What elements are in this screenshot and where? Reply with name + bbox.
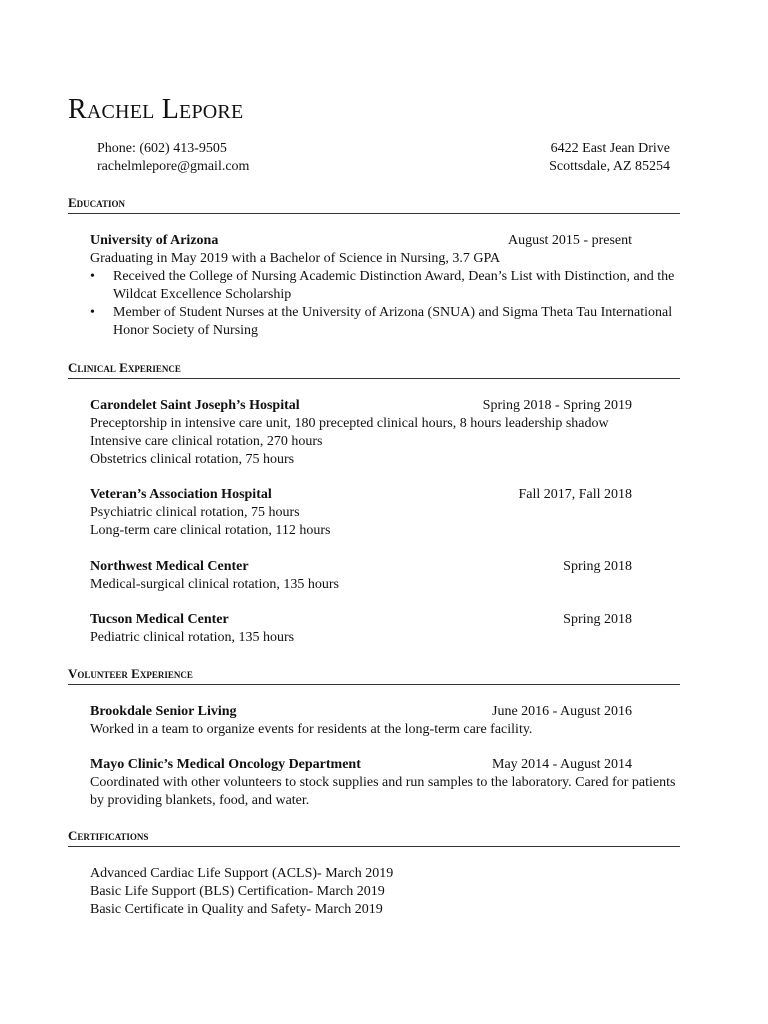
address-line-1: 6422 East Jean Drive	[550, 141, 670, 156]
entry-date: June 2016 - August 2016	[492, 704, 632, 719]
entry-header	[90, 756, 680, 774]
entry-line: Obstetrics clinical rotation, 75 hours	[90, 452, 295, 467]
entry-line: Coordinated with other volunteers to stock supplies and run samples to the laboratory. Cared for patients by providing blankets, food, and water.	[90, 775, 676, 808]
entry-org: Northwest Medical Center	[90, 559, 249, 574]
entry-line: Preceptorship in intensive care unit, 180 precepted clinical hours, 8 hours leadership shadow	[90, 416, 609, 431]
clinical-entry	[90, 397, 680, 469]
entry-org: Tucson Medical Center	[90, 612, 229, 627]
certification-item: Basic Certificate in Quality and Safety- March 2019	[90, 902, 383, 917]
entry-header	[90, 611, 680, 629]
entry-header	[90, 703, 680, 721]
resume-name: Rachel Lepore	[68, 94, 244, 125]
entry-header	[90, 558, 680, 576]
section-title-volunteer: Volunteer Experience	[68, 666, 680, 685]
bullet-item: • Received the College of Nursing Academic Distinction Award, Dean’s List with Distinction, and the Wildcat Excellence Scholarship	[90, 268, 680, 304]
volunteer-entry	[90, 756, 680, 810]
education-bullets	[90, 268, 680, 340]
address-line-2: Scottsdale, AZ 85254	[549, 159, 670, 174]
entry-date: Spring 2018	[563, 612, 632, 627]
section-title-certifications: Certifications	[68, 828, 680, 847]
entry-org: Veteran’s Association Hospital	[90, 487, 272, 502]
entry-org: University of Arizona	[90, 233, 219, 248]
entry-header	[90, 397, 680, 415]
entry-line: Psychiatric clinical rotation, 75 hours	[90, 505, 300, 520]
entry-date: Spring 2018	[563, 559, 632, 574]
section-title-clinical: Clinical Experience	[68, 360, 680, 379]
entry-line: Intensive care clinical rotation, 270 hours	[90, 434, 323, 449]
clinical-entry	[90, 558, 680, 594]
entry-detail: Graduating in May 2019 with a Bachelor of Science in Nursing, 3.7 GPA	[90, 251, 501, 266]
clinical-entry	[90, 611, 680, 647]
entry-org: Carondelet Saint Joseph’s Hospital	[90, 398, 300, 413]
clinical-entry	[90, 486, 680, 540]
contact-left	[97, 140, 397, 176]
entry-line: Medical-surgical clinical rotation, 135 hours	[90, 577, 339, 592]
certifications-list	[90, 865, 680, 919]
entry-date: Spring 2018 - Spring 2019	[482, 398, 632, 413]
entry-org: Mayo Clinic’s Medical Oncology Department	[90, 757, 361, 772]
phone-text: Phone: (602) 413-9505	[97, 141, 227, 156]
entry-line: Pediatric clinical rotation, 135 hours	[90, 630, 295, 645]
entry-org: Brookdale Senior Living	[90, 704, 237, 719]
contact-right	[370, 140, 670, 176]
entry-header	[90, 232, 680, 250]
certification-item: Advanced Cardiac Life Support (ACLS)- March 2019	[90, 866, 394, 881]
bullet-item: • Member of Student Nurses at the University of Arizona (SNUA) and Sigma Theta Tau International Honor Society of Nursing	[90, 304, 680, 340]
entry-date: August 2015 - present	[507, 233, 632, 248]
entry-line: Long-term care clinical rotation, 112 hours	[90, 523, 331, 538]
email-text: rachelmlepore@gmail.com	[97, 159, 250, 174]
entry-date: May 2014 - August 2014	[492, 757, 632, 772]
entry-date: Fall 2017, Fall 2018	[518, 487, 632, 502]
entry-header	[90, 486, 680, 504]
section-title-education: Education	[68, 195, 680, 214]
certification-item: Basic Life Support (BLS) Certification- March 2019	[90, 884, 385, 899]
volunteer-entry	[90, 703, 680, 739]
entry-line: Worked in a team to organize events for residents at the long-term care facility.	[90, 722, 533, 737]
education-entry	[90, 232, 680, 340]
